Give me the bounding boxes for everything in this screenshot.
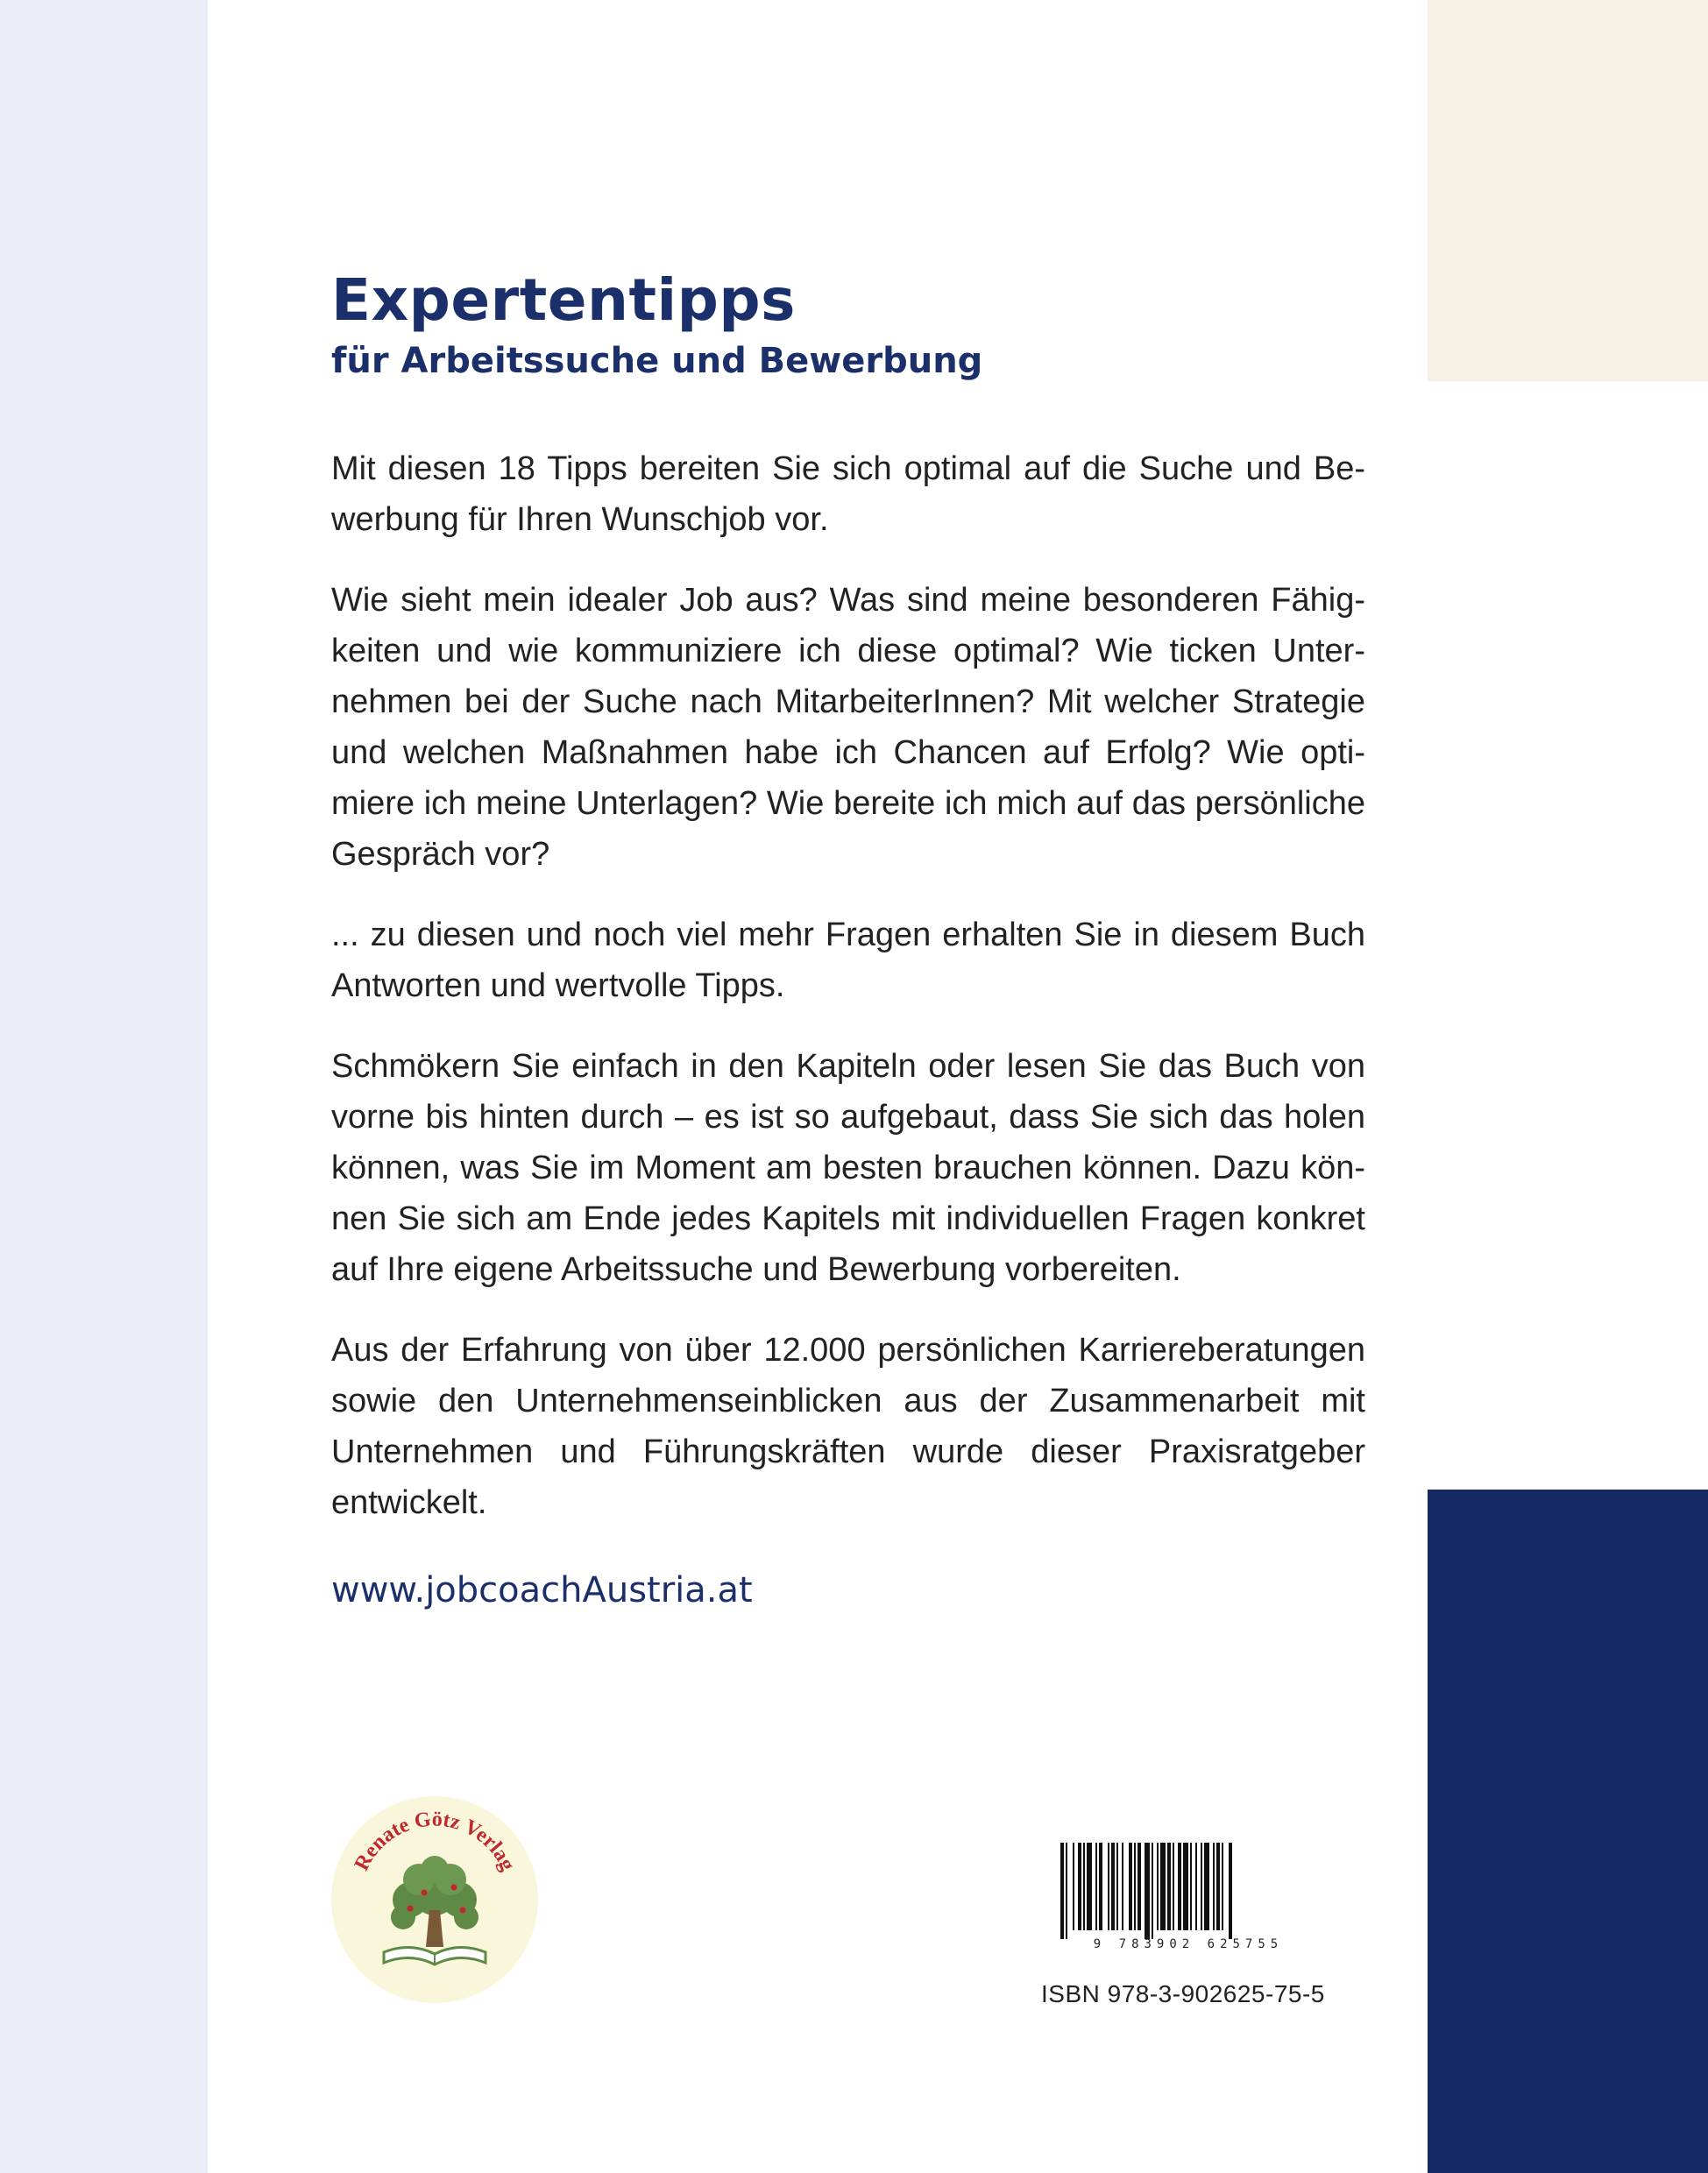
barcode-bar	[1111, 1843, 1115, 1930]
barcode-bar	[1137, 1843, 1141, 1930]
barcode-bar	[1216, 1843, 1220, 1930]
barcode-bar	[1078, 1843, 1081, 1930]
barcode-bar	[1183, 1843, 1188, 1930]
blurb-text	[331, 443, 1365, 1558]
barcode-bar	[1195, 1843, 1197, 1930]
barcode-bar	[1073, 1843, 1074, 1930]
top-right-cream-block	[1428, 0, 1708, 381]
barcode-bar	[1099, 1843, 1102, 1930]
barcode-bar	[1116, 1843, 1118, 1930]
blurb-paragraph: Wie sieht mein idealer Job aus? Was sind meine besonderen Fähigkeiten und wie kommuniziere ich diese optimal? Wie ticken Unternehmen bei der Suche nach MitarbeiterInnen? Mit welcher Strategie und welchen Maßnahmen habe ich Chancen auf Erfolg? Wie optimiere ich meine Unterlagen? Wie bereite ich mich auf das persönliche Gespräch vor?	[331, 582, 1365, 873]
blurb-paragraph: Mit diesen 18 Tipps bereiten Sie sich optimal auf die Suche und Bewerbung für Ihren Wunschjob vor.	[331, 450, 1365, 538]
barcode-bar	[1201, 1843, 1202, 1930]
barcode-bar	[1145, 1843, 1150, 1939]
left-color-strip	[0, 0, 208, 2173]
barcode-bar	[1066, 1843, 1067, 1939]
barcode-bar	[1167, 1843, 1171, 1930]
publisher-logo	[331, 1796, 538, 2003]
barcode-bar	[1157, 1843, 1159, 1930]
barcode-bar	[1134, 1843, 1136, 1930]
barcode-bar	[1213, 1843, 1215, 1930]
barcode-digits: 9 783902 625755	[1093, 1937, 1284, 1951]
barcode-bar	[1173, 1843, 1174, 1930]
blurb-paragraph: ... zu diesen und noch viel mehr Fragen erhalten Sie in diesem Buch Antworten und wertvolle Tipps.	[331, 917, 1365, 1004]
barcode-bar	[1178, 1843, 1181, 1930]
website-link[interactable]: www.jobcoachAustria.at	[331, 1570, 753, 1610]
blurb-paragraph: Schmökern Sie einfach in den Kapiteln oder lesen Sie das Buch von vorne bis hinten durch – es ist so aufgebaut, dass Sie sich das holen können, was Sie im Moment am besten brauchen können. Dazu können Sie sich am Ende jedes Kapitels mit individuellen Fragen konkret auf Ihre eigene Arbeitssuche und Bewerbung vorbereiten.	[331, 1048, 1365, 1288]
barcode-bar	[1204, 1843, 1209, 1930]
barcode-bar	[1087, 1843, 1092, 1930]
barcode-bar	[1060, 1843, 1064, 1939]
isbn-number: ISBN 978-3-902625-75-5	[1041, 1980, 1325, 2007]
barcode	[1057, 1843, 1320, 1952]
blurb-paragraph: Aus der Erfahrung von über 12.000 persönlichen Karriereberatungen sowie den Unternehmenseinblicken aus der Zusammenarbeit mit Unternehmen und Führungskräften wurde dieser Praxisratgeber entwickelt.	[331, 1332, 1365, 1521]
barcode-bar	[1222, 1843, 1223, 1930]
barcode-bar	[1190, 1843, 1192, 1930]
publisher-name: Renate Götz Verlag	[350, 1808, 520, 1875]
barcode-bar	[1108, 1843, 1109, 1930]
book-subtitle: für Arbeitssuche und Bewerbung	[331, 341, 983, 381]
book-title: Expertentipps	[331, 266, 796, 334]
barcode-bar	[1083, 1843, 1085, 1930]
barcode-bar	[1129, 1843, 1132, 1930]
barcode-bar	[1095, 1843, 1097, 1930]
barcode-bar	[1229, 1843, 1232, 1939]
barcode-bar	[1160, 1843, 1166, 1930]
barcode-bar	[1152, 1843, 1153, 1939]
bottom-right-navy-block	[1428, 1490, 1708, 2173]
barcode-bar	[1122, 1843, 1123, 1930]
